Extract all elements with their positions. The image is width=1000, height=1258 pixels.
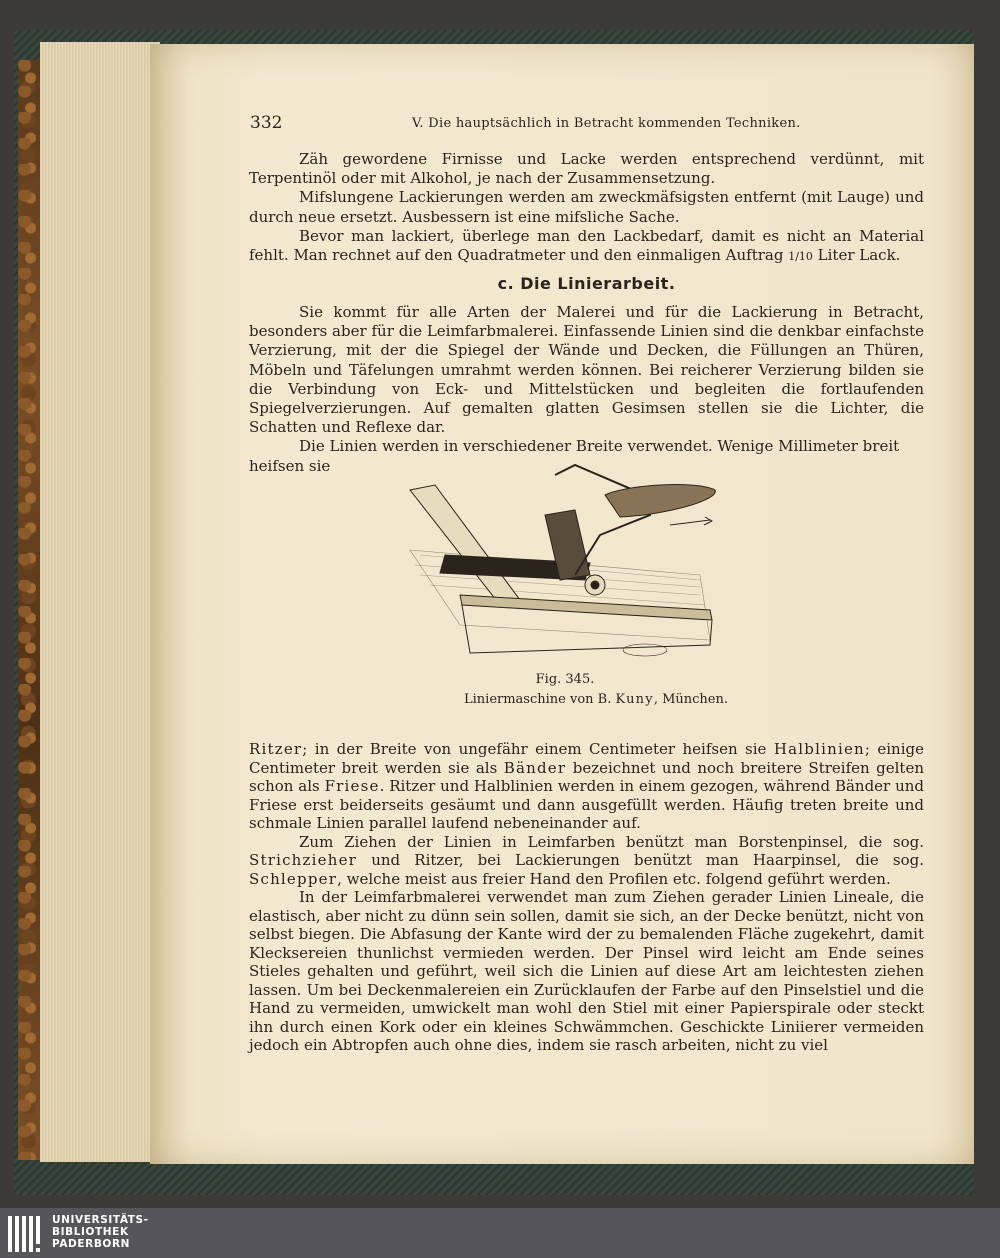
term-friese: Friese: [324, 777, 380, 795]
library-footer: [0, 1208, 1000, 1258]
text-run: bezeichnet und noch breitere Streifen gelten schon als: [249, 758, 925, 795]
intro-paragraph-3: [249, 227, 924, 266]
continuation-text: [249, 740, 924, 1055]
running-head: V. Die hauptsächlich in Betracht kommenden Techniken.: [412, 116, 801, 131]
text-run: ; einige Centimeter breit werden sie als: [249, 740, 924, 777]
section-heading: c. Die Linierarbeit.: [497, 274, 676, 293]
section-paragraph-2: Die Linien werden in verschiedener Breite verwendet. Wenige Millimeter breit heifsen sie: [249, 437, 900, 475]
intro-text: [249, 150, 924, 266]
section-paragraph-1: Sie kommt für alle Arten der Malerei und für die Lackierung in Betracht, besonders aber für die Leimfarbmalerei. Einfassende Linien sind die denkbar einfachste Verzierung, mit der die Spiegel der Wände und Decken, die Füllungen an Thüren, Möbeln und Täfelungen umrahmt werden können. Bei reicherer Verzierung bilden sie die Verbindung von Eck- und Mittelstücken und begleiten die fortlaufenden Spiegelverzierungen. Auf gemalten glatten Gesimsen stellen sie die Lichter, die Schatten und Reflexe dar.: [249, 303, 924, 437]
fraction: 1/10: [788, 250, 813, 264]
text-run: ; in der Breite von ungefähr einem Centimeter heifsen sie: [302, 740, 774, 758]
continuation-paragraph-2: [249, 833, 924, 889]
figure-caption: [400, 692, 770, 707]
continuation-paragraph-1: [249, 740, 924, 833]
term-schlepper: Schlepper: [249, 869, 338, 888]
intro-paragraph-2: Mifslungene Lackierungen werden am zweckmäfsigsten entfernt (mit Lauge) und durch neue ersetzt. Ausbessern ist eine mifsliche Sache.: [249, 188, 924, 226]
figure-number: Fig. 345.: [535, 672, 595, 687]
library-name-line-3: PADERBORN: [52, 1238, 131, 1250]
intro-p3-start: Bevor man lackiert, überlege man den Lackbedarf, damit es nicht an Material fehlt. Man rechnet auf den Quadratmeter und den einmaligen Auftrag: [249, 226, 924, 265]
library-name-line-1: UNIVERSITÄTS-: [52, 1214, 149, 1226]
intro-paragraph-1: Zäh gewordene Firnisse und Lacke werden entsprechend verdünnt, mit Terpentinöl oder mit Alkohol, je nach der Zusammensetzung.: [249, 150, 924, 188]
liniermaschine-illustration: [400, 455, 720, 670]
library-name-line-2: BIBLIOTHEK: [52, 1226, 129, 1238]
continuation-paragraph-3: In der Leimfarbmalerei verwendet man zum Ziehen gerader Linien Lineale, die elastisch, aber nicht zu dünn sein sollen, damit sie sich, an der Decke benützt, nicht von selbst biegen. Die Abfasung der Kante wird der zu bemalenden Fläche zugekehrt, damit Klecksereien thunlichst vermieden werden. Der Pinsel wird leicht am Ende seines Stieles gehalten und geführt, weil sich die Linien auf diese Art am leichtesten ziehen lassen. Um bei Deckenmalereien ein Zurücklaufen der Farbe auf den Pinselstiel und die Hand zu vermeiden, umwickelt man wohl den Stiel mit einer Papierspirale oder steckt ihn durch einen Kork oder ein kleines Schwämmchen. Geschickte Liniierer vermeiden jedoch ein Abtropfen auch ohne dies, indem sie rasch arbeiten, nicht zu viel: [249, 888, 924, 1054]
text-run: Zum Ziehen der Linien in Leimfarben benützt man Borstenpinsel, die sog.: [299, 832, 924, 851]
term-ritzer: Ritzer: [249, 740, 303, 758]
term-halblinien: Halblinien: [773, 740, 865, 758]
term-baender: Bänder: [503, 758, 567, 777]
page-number: 332: [250, 113, 283, 133]
caption-name: Kuny: [615, 692, 654, 707]
intro-p3-end: Liter Lack.: [812, 246, 901, 265]
text-run: und Ritzer, bei Lackierungen benützt man Haarpinsel, die sog.: [357, 851, 924, 869]
library-name: [52, 1214, 149, 1250]
library-logo-icon: [8, 1214, 44, 1254]
caption-start: Liniermaschine von B.: [464, 692, 616, 707]
caption-end: , München.: [653, 692, 728, 707]
page-stack: [40, 42, 160, 1162]
section-text: [249, 303, 924, 476]
term-strichzieher: Strichzieher: [249, 851, 358, 869]
text-run: , welche meist aus freier Hand den Profilen etc. folgend geführt werden.: [337, 869, 891, 888]
text-run: . Ritzer und Halblinien werden in einem gezogen, während Bänder und Friese erst beiderseits gesäumt und dann ausgefüllt werden. Häufig treten breite und schmale Linien parallel laufend nebeneinander auf.: [249, 777, 924, 832]
